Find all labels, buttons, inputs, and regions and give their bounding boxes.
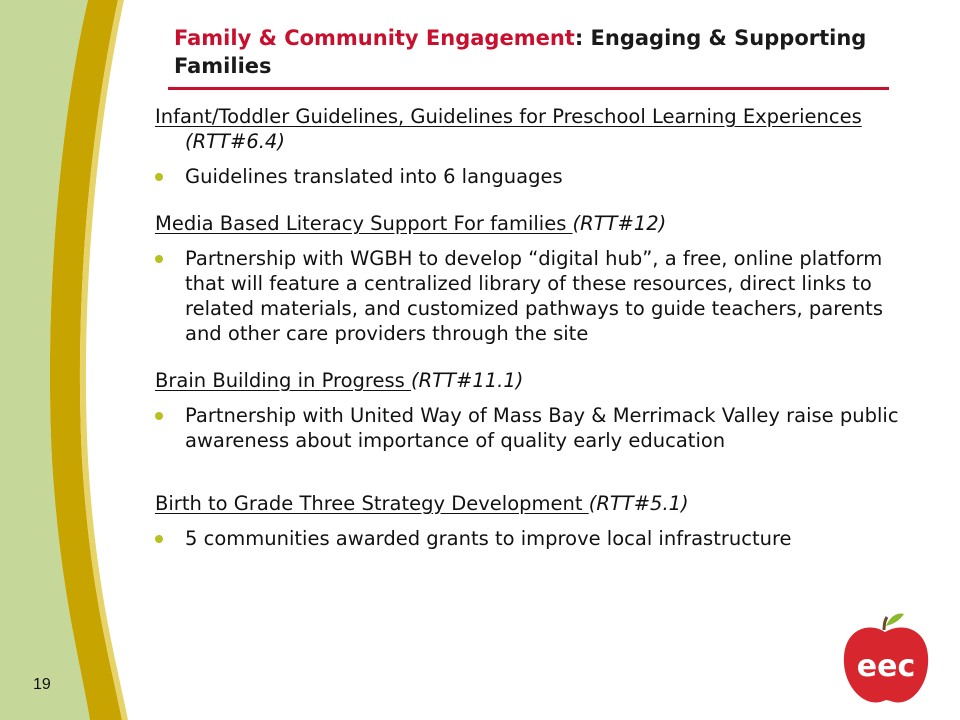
section-heading	[155, 211, 905, 236]
logo-text: eec	[856, 649, 916, 684]
title-rest: : Engaging & Supporting Families	[174, 26, 867, 78]
heading-text: Infant/Toddler Guidelines, Guidelines for Preschool Learning Experiences	[155, 105, 862, 128]
title-accent: Family & Community Engagement	[174, 26, 575, 50]
section-guidelines	[155, 104, 905, 189]
bullet-icon	[155, 255, 163, 263]
section-birth-to-grade-three	[155, 491, 905, 551]
slide-title	[174, 24, 874, 80]
bullet-icon	[155, 535, 163, 543]
title-divider	[168, 87, 889, 90]
heading-ref: (RTT#5.1)	[588, 492, 689, 515]
bullet-icon	[155, 173, 163, 181]
slide-content	[155, 104, 905, 569]
bullet-item	[155, 403, 905, 453]
section-heading	[155, 368, 905, 393]
heading-ref: (RTT#6.4)	[185, 130, 285, 153]
bullet-text: Partnership with United Way of Mass Bay & Merrimack Valley raise public awareness about importance of quality early education	[185, 404, 899, 452]
bullet-item	[155, 246, 905, 346]
heading-ref: (RTT#12)	[572, 212, 667, 235]
heading-text: Media Based Literacy Support For families	[155, 212, 573, 235]
section-brain-building	[155, 368, 905, 453]
bullet-icon	[155, 412, 163, 420]
page-number: 19	[33, 676, 51, 693]
heading-text: Brain Building in Progress	[155, 369, 412, 392]
section-media-literacy	[155, 211, 905, 346]
section-heading	[155, 104, 905, 154]
section-heading	[155, 491, 905, 516]
bullet-item	[155, 526, 905, 551]
bullet-text: Partnership with WGBH to develop “digital hub”, a free, online platform that will feature a centralized library of these resources, direct links to related materials, and customized pathways to guide teachers, parents and other care providers through the site	[185, 247, 883, 345]
bullet-item	[155, 164, 905, 189]
apple-logo-icon	[840, 612, 930, 708]
heading-text: Birth to Grade Three Strategy Development	[155, 492, 589, 515]
bullet-text: Guidelines translated into 6 languages	[185, 165, 563, 188]
bullet-text: 5 communities awarded grants to improve local infrastructure	[185, 527, 792, 550]
heading-ref: (RTT#11.1)	[411, 369, 524, 392]
